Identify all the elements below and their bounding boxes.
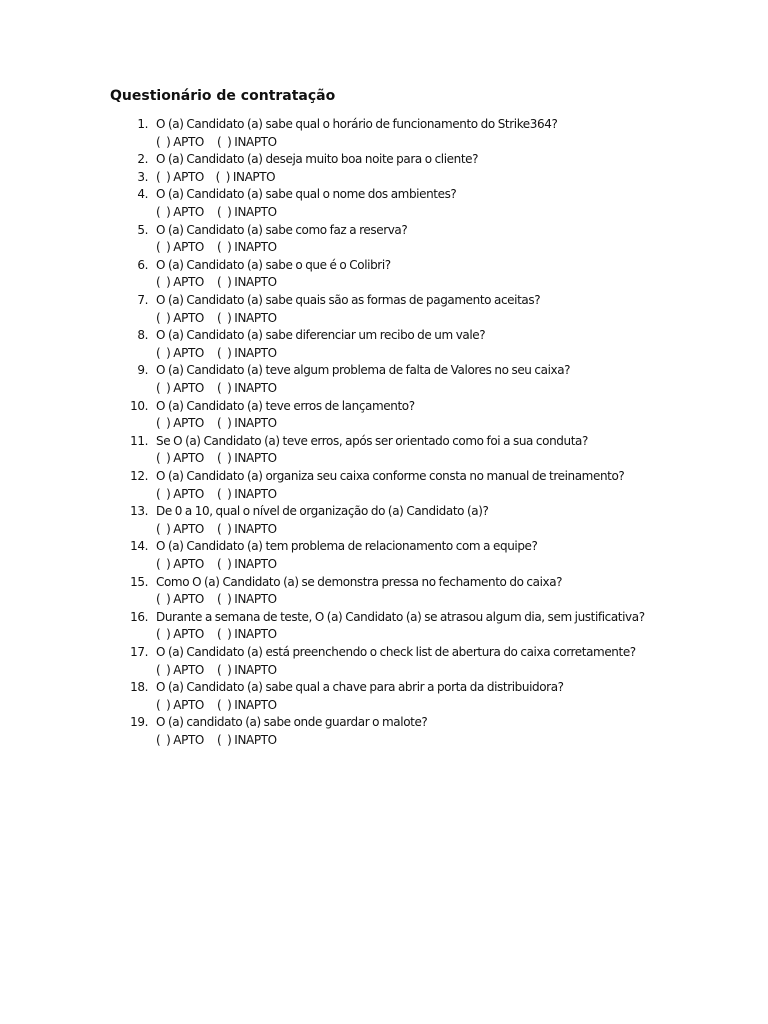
question-number: 8. — [137, 328, 148, 343]
question-number: 12. — [130, 469, 148, 483]
inapto-checkbox[interactable]: ( ) INAPTO — [217, 134, 277, 149]
apto-checkbox[interactable]: ( ) APTO — [156, 310, 204, 325]
question-number: 4. — [137, 187, 148, 202]
answer-options — [156, 521, 277, 539]
document-title: Questionário de contratação — [110, 88, 336, 104]
inapto-checkbox[interactable]: ( ) INAPTO — [217, 381, 277, 395]
question-number: 15. — [130, 574, 148, 589]
inapto-checkbox[interactable]: ( ) INAPTO — [217, 345, 277, 360]
question-number: 17. — [130, 645, 148, 659]
apto-checkbox[interactable]: ( ) APTO — [156, 627, 204, 642]
question-number: 14. — [130, 539, 148, 554]
question-number: 10. — [130, 398, 148, 413]
answer-options — [156, 450, 277, 468]
question-number: 7. — [137, 293, 148, 307]
answer-options — [156, 662, 277, 680]
answer-options — [156, 591, 277, 609]
question-text: O (a) Candidato (a) sabe qual o horário de funcionamento do Strike364? — [156, 117, 558, 131]
question-text: O (a) Candidato (a) organiza seu caixa conforme consta no manual de treinamento? — [156, 469, 625, 483]
question-text: O (a) Candidato (a) sabe qual a chave para abrir a porta da distribuidora? — [156, 680, 564, 695]
apto-checkbox[interactable]: ( ) APTO — [156, 205, 204, 219]
question-text: ( ) APTO ( ) INAPTO — [156, 169, 276, 184]
question-number: 2. — [137, 152, 148, 167]
question-number: 18. — [130, 680, 148, 695]
inapto-checkbox[interactable]: ( ) INAPTO — [217, 416, 277, 431]
question-text: De 0 a 10, qual o nível de organização do (a) Candidato (a)? — [156, 504, 489, 519]
apto-checkbox[interactable]: ( ) APTO — [156, 733, 204, 747]
inapto-checkbox[interactable]: ( ) INAPTO — [217, 240, 277, 255]
question-number: 1. — [137, 117, 148, 131]
question-number: 11. — [130, 433, 148, 448]
question-text: Durante a semana de teste, O (a) Candidato (a) se atrasou algum dia, sem justificativa? — [156, 609, 645, 624]
question-text: O (a) Candidato (a) está preenchendo o check list de abertura do caixa corretamente? — [156, 645, 636, 659]
apto-checkbox[interactable]: ( ) APTO — [156, 592, 204, 607]
answer-options — [156, 556, 277, 574]
question-number: 6. — [137, 257, 148, 272]
inapto-checkbox[interactable]: ( ) INAPTO — [217, 662, 277, 677]
question-number: 3. — [137, 169, 148, 184]
question-number: 16. — [130, 609, 148, 624]
inapto-checkbox[interactable]: ( ) INAPTO — [217, 697, 277, 712]
question-text: Como O (a) Candidato (a) se demonstra pressa no fechamento do caixa? — [156, 574, 563, 589]
apto-checkbox[interactable]: ( ) APTO — [156, 381, 204, 395]
inapto-checkbox[interactable]: ( ) INAPTO — [217, 592, 277, 607]
answer-options — [156, 345, 277, 363]
question-number: 5. — [137, 222, 148, 237]
inapto-checkbox[interactable]: ( ) INAPTO — [217, 451, 277, 466]
answer-options — [156, 486, 277, 504]
apto-checkbox[interactable]: ( ) APTO — [156, 662, 204, 677]
answer-options — [156, 626, 277, 644]
answer-options — [156, 274, 277, 292]
question-number: 19. — [130, 715, 148, 730]
inapto-checkbox[interactable]: ( ) INAPTO — [217, 205, 277, 219]
answer-options — [156, 134, 277, 152]
inapto-checkbox[interactable]: ( ) INAPTO — [217, 733, 277, 747]
question-text: O (a) Candidato (a) teve algum problema de falta de Valores no seu caixa? — [156, 363, 571, 378]
inapto-checkbox[interactable]: ( ) INAPTO — [217, 627, 277, 642]
apto-checkbox[interactable]: ( ) APTO — [156, 134, 204, 149]
inapto-checkbox[interactable]: ( ) INAPTO — [217, 557, 277, 571]
question-number: 9. — [137, 363, 148, 378]
question-text: O (a) Candidato (a) teve erros de lançamento? — [156, 398, 415, 413]
answer-options — [156, 732, 277, 750]
inapto-checkbox[interactable]: ( ) INAPTO — [217, 486, 277, 501]
apto-checkbox[interactable]: ( ) APTO — [156, 451, 204, 466]
answer-options — [156, 697, 277, 715]
question-text: O (a) Candidato (a) sabe o que é o Colibri? — [156, 257, 391, 272]
apto-checkbox[interactable]: ( ) APTO — [156, 416, 204, 431]
inapto-checkbox[interactable]: ( ) INAPTO — [217, 521, 277, 536]
question-text: O (a) candidato (a) sabe onde guardar o malote? — [156, 715, 428, 730]
apto-checkbox[interactable]: ( ) APTO — [156, 486, 204, 501]
question-number: 13. — [130, 504, 148, 519]
question-text: O (a) Candidato (a) sabe qual o nome dos ambientes? — [156, 187, 457, 202]
answer-options — [156, 380, 277, 398]
question-text: O (a) Candidato (a) sabe quais são as formas de pagamento aceitas? — [156, 293, 541, 307]
question-text: O (a) Candidato (a) sabe diferenciar um recibo de um vale? — [156, 328, 486, 343]
apto-checkbox[interactable]: ( ) APTO — [156, 521, 204, 536]
answer-options — [156, 415, 277, 433]
question-text: O (a) Candidato (a) sabe como faz a reserva? — [156, 222, 408, 237]
apto-checkbox[interactable]: ( ) APTO — [156, 697, 204, 712]
answer-options — [156, 239, 277, 257]
apto-checkbox[interactable]: ( ) APTO — [156, 557, 204, 571]
apto-checkbox[interactable]: ( ) APTO — [156, 240, 204, 255]
apto-checkbox[interactable]: ( ) APTO — [156, 275, 204, 290]
question-text: Se O (a) Candidato (a) teve erros, após ser orientado como foi a sua conduta? — [156, 433, 588, 448]
inapto-checkbox[interactable]: ( ) INAPTO — [217, 275, 277, 290]
inapto-checkbox[interactable]: ( ) INAPTO — [217, 310, 277, 325]
answer-options — [156, 204, 277, 222]
question-text: O (a) Candidato (a) tem problema de relacionamento com a equipe? — [156, 539, 538, 554]
question-text: O (a) Candidato (a) deseja muito boa noite para o cliente? — [156, 152, 479, 167]
answer-options — [156, 310, 277, 328]
apto-checkbox[interactable]: ( ) APTO — [156, 345, 204, 360]
